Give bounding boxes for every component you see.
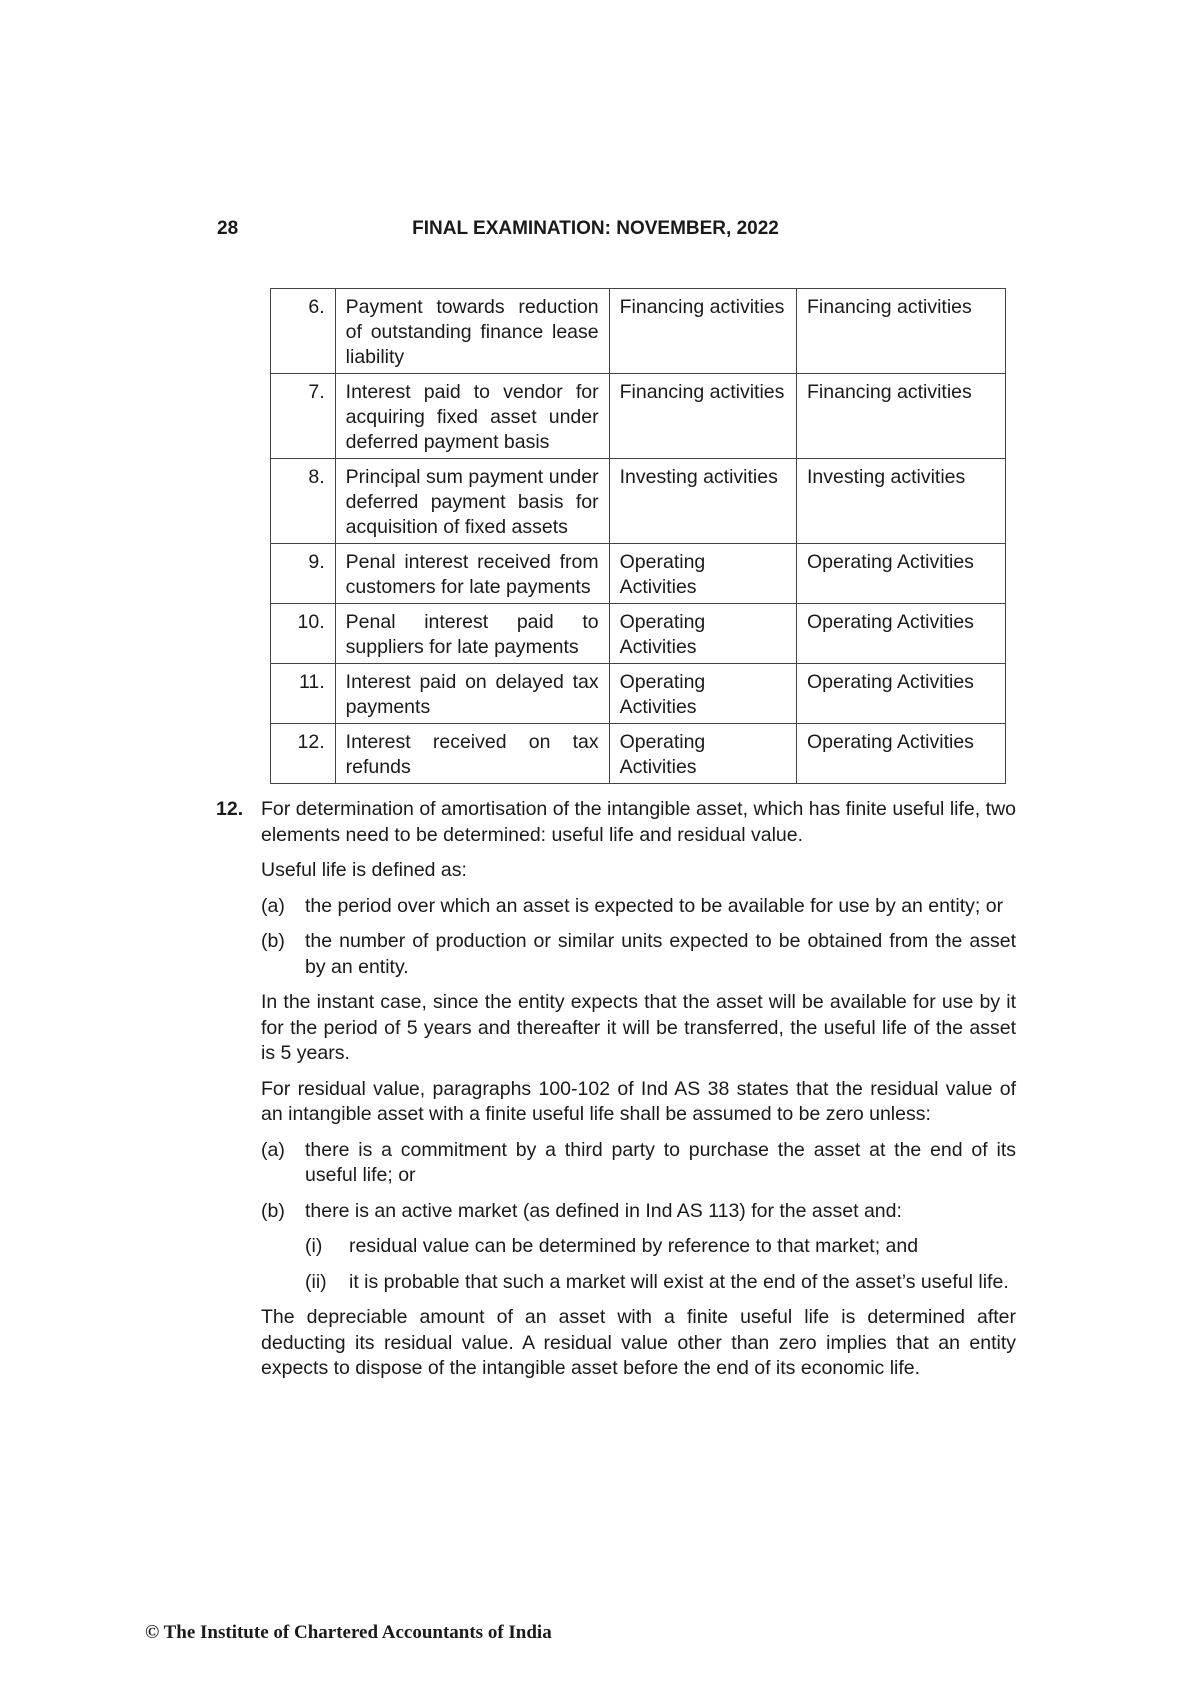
row-description: Principal sum payment under deferred payment basis for acquisition of fixed assets — [335, 459, 609, 544]
cash-flow-classification-table — [270, 288, 1006, 784]
page-number: 28 — [217, 218, 239, 239]
copyright-footer: © The Institute of Chartered Accountants of India — [145, 1622, 552, 1643]
table-row — [271, 459, 1006, 544]
answer-intro: For determination of amortisation of the intangible asset, which has finite useful life, two elements need to be determined: useful life and residual value. — [261, 798, 1016, 846]
row-number: 9. — [271, 544, 336, 604]
list-item-label: (b) — [261, 1199, 285, 1222]
sub-list-item-text: it is probable that such a market will exist at the end of the asset’s useful life. — [349, 1270, 1009, 1293]
row-description: Interest received on tax refunds — [335, 724, 609, 784]
table-row — [271, 374, 1006, 459]
row-number: 11. — [271, 664, 336, 724]
residual-value-paragraph: For residual value, paragraphs 100-102 of Ind AS 38 states that the residual value of an intangible asset with a finite useful life shall be assumed to be zero unless: — [261, 1077, 1016, 1125]
row-classification-a: Operating Activities — [609, 544, 796, 604]
page-title: FINAL EXAMINATION: NOVEMBER, 2022 — [412, 218, 779, 239]
row-classification-b: Financing activities — [797, 289, 1006, 374]
row-number: 12. — [271, 724, 336, 784]
row-number: 6. — [271, 289, 336, 374]
useful-life-heading: Useful life is defined as: — [261, 859, 467, 881]
list-item-text: there is a commitment by a third party to purchase the asset at the end of its useful life; or — [305, 1138, 1016, 1186]
question-number: 12. — [216, 798, 244, 820]
row-description: Interest paid on delayed tax payments — [335, 664, 609, 724]
list-item-text: there is an active market (as defined in Ind AS 113) for the asset and: — [305, 1199, 902, 1222]
sub-list-item — [305, 1234, 1016, 1260]
instant-case-paragraph: In the instant case, since the entity expects that the asset will be available for use by it for the period of 5 years and thereafter it will be transferred, the useful life of the asset is 5 years. — [261, 991, 1016, 1064]
row-classification-b: Financing activities — [797, 374, 1006, 459]
answer-section — [216, 797, 1016, 1382]
list-item-text: the number of production or similar units expected to be obtained from the asset by an entity. — [305, 930, 1016, 978]
table-row — [271, 604, 1006, 664]
row-description: Payment towards reduction of outstanding finance lease liability — [335, 289, 609, 374]
list-item — [261, 1138, 1016, 1189]
row-classification-a: Operating Activities — [609, 604, 796, 664]
row-number: 7. — [271, 374, 336, 459]
row-classification-b: Operating Activities — [797, 664, 1006, 724]
row-classification-a: Operating Activities — [609, 664, 796, 724]
row-classification-b: Operating Activities — [797, 724, 1006, 784]
list-item-label: (b) — [261, 930, 285, 952]
row-description: Penal interest paid to suppliers for late payments — [335, 604, 609, 664]
list-item — [261, 894, 1016, 920]
sub-list-item-label: (i) — [305, 1235, 323, 1257]
row-classification-b: Operating Activities — [797, 604, 1006, 664]
list-item-label: (a) — [261, 1138, 285, 1161]
row-classification-a: Investing activities — [609, 459, 796, 544]
row-classification-b: Investing activities — [797, 459, 1006, 544]
conclusion-paragraph: The depreciable amount of an asset with a finite useful life is determined after deducting its residual value. A residual value other than zero implies that an entity expects to dispose of the intangible asset before the end of its economic life. — [261, 1306, 1016, 1379]
list-item-text: the period over which an asset is expected to be available for use by an entity; or — [305, 894, 1004, 917]
table-row — [271, 544, 1006, 604]
sub-list-item-label: (ii) — [305, 1270, 327, 1293]
sub-list-item — [305, 1270, 1016, 1296]
row-classification-a: Financing activities — [609, 374, 796, 459]
row-description: Penal interest received from customers for late payments — [335, 544, 609, 604]
table-row — [271, 724, 1006, 784]
row-number: 8. — [271, 459, 336, 544]
row-classification-a: Financing activities — [609, 289, 796, 374]
list-item — [261, 1199, 1016, 1225]
table-row — [271, 289, 1006, 374]
list-item — [261, 929, 1016, 980]
sub-list-item-text: residual value can be determined by reference to that market; and — [349, 1235, 919, 1257]
row-number: 10. — [271, 604, 336, 664]
row-classification-b: Operating Activities — [797, 544, 1006, 604]
table-row — [271, 664, 1006, 724]
row-classification-a: Operating Activities — [609, 724, 796, 784]
question-heading — [216, 797, 1016, 848]
list-item-label: (a) — [261, 894, 285, 917]
row-description: Interest paid to vendor for acquiring fixed asset under deferred payment basis — [335, 374, 609, 459]
